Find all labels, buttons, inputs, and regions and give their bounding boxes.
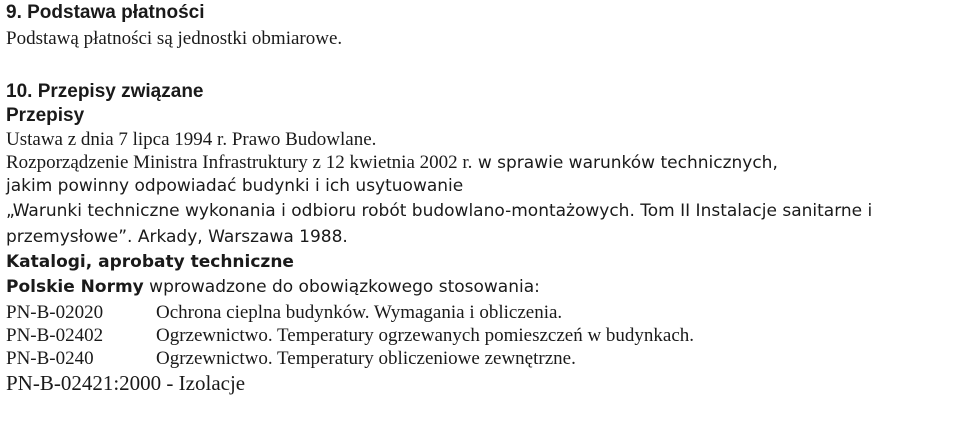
norm-row [6,324,956,347]
catalogs-heading: Katalogi, aprobaty techniczne [6,252,294,272]
section-10-heading: 10. Przepisy związane [6,81,204,102]
document-page [6,0,956,396]
regulation-line-2-sans: w sprawie warunków technicznych, [472,153,778,173]
norms-intro [6,274,956,301]
regulation-line-2 [6,152,956,174]
norm-description: Ogrzewnictwo. Temperatury obliczeniowe zewnętrzne. [156,348,576,369]
norms-intro-bold: Polskie Normy [6,277,144,297]
spacer [6,51,956,79]
book-reference: „Warunki techniczne wykonania i odbioru robót budowlano-montażowych. Tom II Instalacje sanitarne i przemysłowe”. Arkady, Warszawa 1988. [6,201,873,247]
regulation-line-2-serif: Rozporządzenie Ministra Infrastruktury z 12 kwietnia 2002 r. [6,152,473,173]
norm-description: Ogrzewnictwo. Temperatury ogrzewanych pomieszczeń w budynkach. [156,325,695,346]
regulation-line-3: jakim powinny odpowiadać budynki i ich usytuowanie [6,176,464,196]
norm-code: PN-B-0240 [6,348,94,369]
norms-intro-rest: wprowadzone do obowiązkowego stosowania: [143,277,540,297]
section-9-text: Podstawą płatności są jednostki obmiarowe. [6,28,343,49]
norms-list [6,301,956,370]
norm-description: Ochrona cieplna budynków. Wymagania i obliczenia. [156,302,563,323]
norm-insulation-line: PN-B-02421:2000 - Izolacje [6,371,246,395]
norm-code: PN-B-02020 [6,302,104,323]
norm-code: PN-B-02402 [6,325,104,346]
regulation-line-1: Ustawa z dnia 7 lipca 1994 r. Prawo Budowlane. [6,129,377,150]
norm-row [6,347,956,370]
regulations-subheading: Przepisy [6,105,85,126]
section-9-heading: 9. Podstawa płatności [6,2,205,23]
norm-row [6,301,956,324]
